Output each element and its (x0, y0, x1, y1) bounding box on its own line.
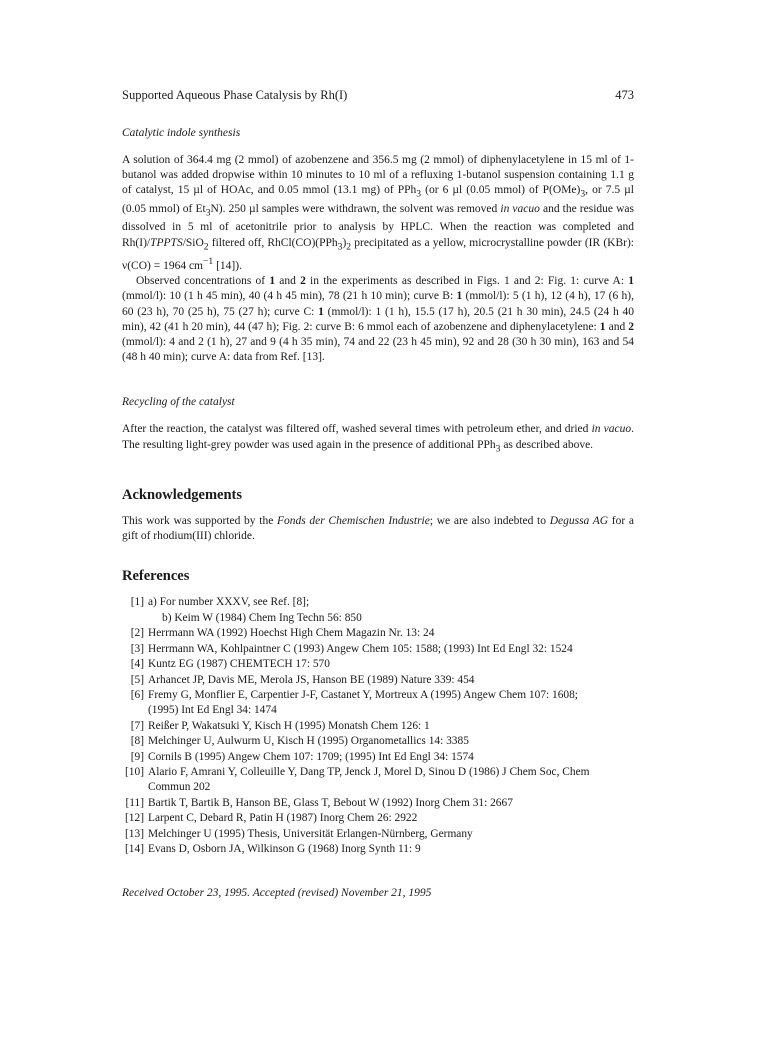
reference-number: [4] (130, 658, 144, 671)
main-content (122, 126, 634, 857)
reference-number: [12] (125, 812, 144, 825)
recycling-paragraph: After the reaction, the catalyst was filtered off, washed several times with petroleum ether, and dried in vacuo. The resulting light-grey powder was used again in the presence of additional PPh$_3$ as described above. (122, 423, 634, 454)
reference-text: a) For number XXXV, see Ref. [8]; (148, 596, 310, 609)
indole-paragraph-2: Observed concentrations of 1 and 2 in the experiments as described in Figs. 1 and 2: Fig. 1: curve A: 1 (mmol/l): 10 (1 h 45 min), 40 (4 h 45 min), 78 (21 h 10 min); curve B: 1 (mmol/l): 5 (1 h), 12 (4 h), 17 (6 h), 60 (23 h), 70 (25 h), 75 (27 h); curve C: 1 (mmol/l): 1 (1 h), 15.5 (17 h), 20.5 (21 h 30 min), 24.5 (24 h 40 min), 42 (41 h 20 min), 44 (47 h); Fig. 2: curve B: 6 mmol each of azobenzene and diphenylacetylene: 1 and 2 (mmol/l): 4 and 2 (1 h), 27 and 9 (4 h 35 min), 74 and 22 (23 h 45 min), 92 and 28 (30 h 30 min), 163 and 54 (48 h 40 min); curve A: data from Ref. [13]. (122, 275, 635, 364)
reference-number: [1] (130, 596, 144, 609)
reference-item (122, 765, 634, 796)
reference-number: [13] (125, 827, 144, 840)
reference-item (122, 842, 634, 857)
reference-number: [14] (125, 842, 144, 855)
reference-text: Melchinger U (1995) Thesis, Universität Erlangen-Nürnberg, Germany (148, 827, 473, 840)
reference-text: Arhancet JP, Davis ME, Merola JS, Hanson BE (1989) Nature 339: 454 (148, 673, 475, 686)
reference-text: Reißer P, Wakatsuki Y, Kisch H (1995) Monatsh Chem 126: 1 (148, 719, 430, 732)
running-head (122, 88, 634, 104)
reference-text: Melchinger U, Aulwurm U, Kisch H (1995) Organometallics 14: 3385 (148, 735, 469, 748)
reference-text-continued: b) Keim W (1984) Chem Ing Techn 56: 850 (162, 611, 362, 624)
reference-item (122, 734, 634, 749)
reference-number: [9] (130, 750, 144, 763)
reference-number: [8] (130, 735, 144, 748)
reference-number: [10] (125, 765, 144, 778)
reference-list (122, 595, 634, 857)
reference-number: [6] (130, 688, 144, 701)
reference-number: [11] (125, 796, 144, 809)
reference-text: Larpent C, Debard R, Patin H (1987) Inorg Chem 26: 2922 (148, 812, 418, 825)
reference-number: [7] (130, 719, 144, 732)
reference-text: Cornils B (1995) Angew Chem 107: 1709; (1995) Int Ed Engl 34: 1574 (148, 750, 474, 763)
reference-number: [2] (130, 627, 144, 640)
references-heading: References (122, 568, 190, 585)
reference-text: Kuntz EG (1987) CHEMTECH 17: 570 (148, 658, 330, 671)
reference-text: Fremy G, Monflier E, Carpentier J-F, Castanet Y, Mortreux A (1995) Angew Chem 107: 1608; (148, 688, 578, 701)
received-date-line: Received October 23, 1995. Accepted (revised) November 21, 1995 (122, 887, 432, 899)
reference-item (122, 595, 634, 626)
indole-paragraph-1: A solution of 364.4 mg (2 mmol) of azobenzene and 356.5 mg (2 mmol) of diphenylacetylene in 15 ml of 1-butanol was added dropwise within 10 minutes to 10 ml of a refluxing 1-butanol suspension containing 1.1 g of catalyst, 15 µl of HOAc, and 0.05 mmol (13.1 mg) of PPh$_3$ (or 6 µl (0.05 mmol) of $P(OMe)_3$, or 7.5 µl (0.05 mmol) of $Et_3N$). 250 µl samples were withdrawn, the solvent was removed in vacuo and the residue was dissolved in 5 ml of acetonitrile prior to analysis by HPLC. When the reaction was completed and Rh(I)/TPPTS/SiO$_2$ filtered off, $RhCl(CO)(PPh_3)_2$ precipitated as a yellow, microcrystalline powder (IR (KBr): ν(CO) = 1964 $cm^{-1}$ [14]). (122, 154, 635, 272)
reference-item (122, 688, 634, 719)
reference-item (122, 657, 634, 672)
reference-item (122, 673, 634, 688)
running-head-title: Supported Aqueous Phase Catalysis by Rh(I) (122, 88, 348, 102)
reference-text-continued: (1995) Int Ed Engl 34: 1474 (148, 704, 277, 717)
reference-number: [5] (130, 673, 144, 686)
section-heading-indole: Catalytic indole synthesis (122, 127, 241, 139)
acknowledgements-heading: Acknowledgements (122, 487, 243, 504)
reference-item (122, 811, 634, 826)
reference-text: Herrmann WA (1992) Hoechst High Chem Magazin Nr. 13: 24 (148, 627, 435, 640)
reference-text: Bartik T, Bartik B, Hanson BE, Glass T, Bebout W (1992) Inorg Chem 31: 2667 (148, 796, 513, 809)
acknowledgements-paragraph: This work was supported by the Fonds der Chemischen Industrie; we are also indebted to Degussa AG for a gift of rhodium(III) chloride. (122, 515, 634, 543)
reference-text: Alario F, Amrani Y, Colleuille Y, Dang TP, Jenck J, Morel D, Sinou D (1986) J Chem Soc, Chem (148, 765, 590, 778)
reference-text-continued: Commun 202 (148, 781, 211, 794)
section-heading-recycling: Recycling of the catalyst (122, 396, 235, 409)
reference-item (122, 796, 634, 811)
reference-item (122, 626, 634, 641)
reference-item (122, 827, 634, 842)
reference-item (122, 642, 634, 657)
reference-text: Herrmann WA, Kohlpaintner C (1993) Angew Chem 105: 1588; (1993) Int Ed Engl 32: 1524 (148, 642, 573, 655)
reference-text: Evans D, Osborn JA, Wilkinson G (1968) Inorg Synth 11: 9 (148, 842, 421, 855)
reference-item (122, 719, 634, 734)
reference-number: [3] (130, 642, 144, 655)
reference-item (122, 750, 634, 765)
page-number: 473 (615, 88, 634, 102)
